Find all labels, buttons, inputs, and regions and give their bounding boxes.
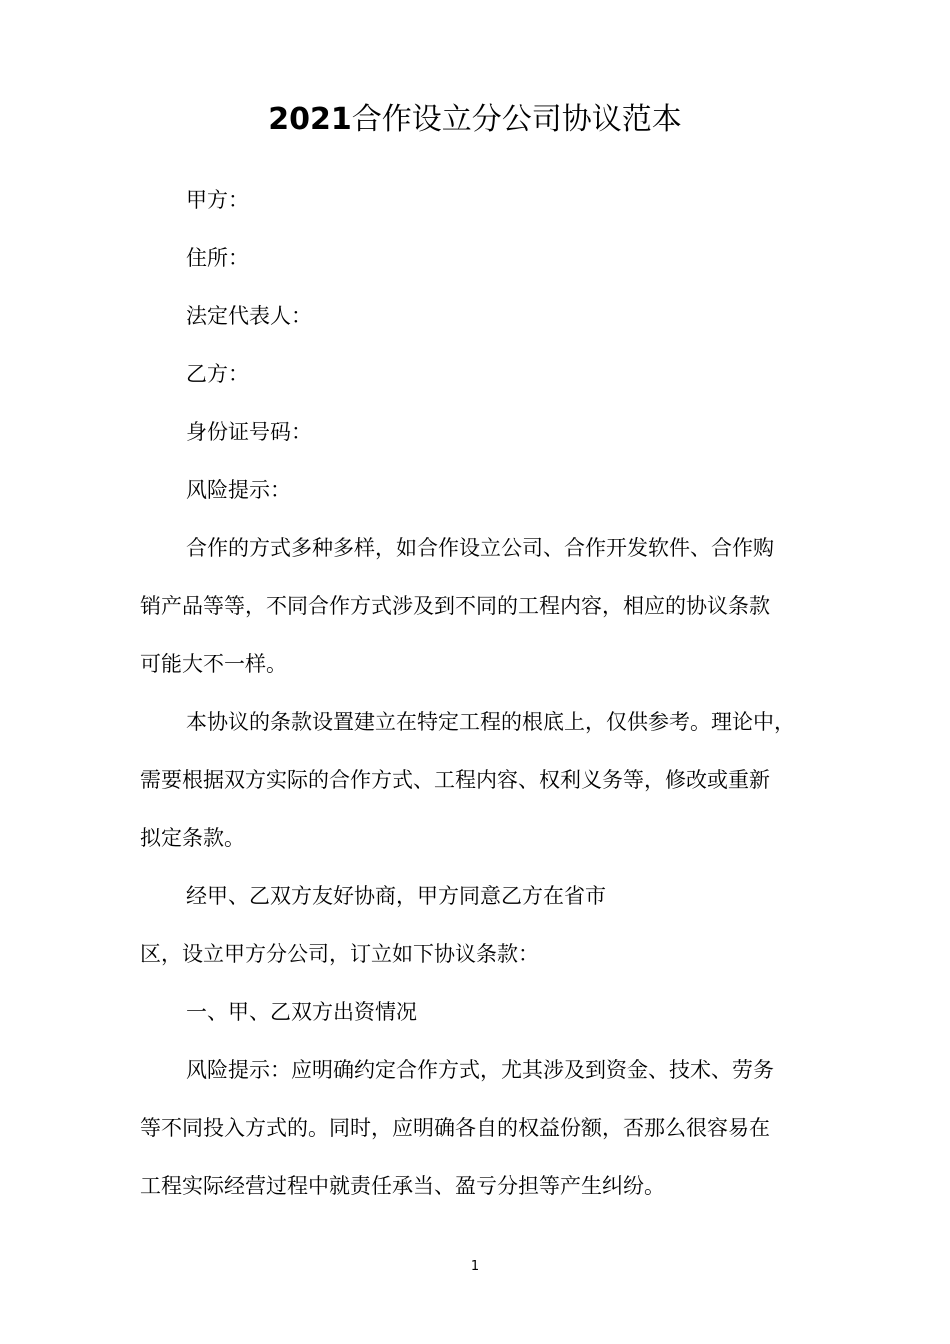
document-title bbox=[0, 98, 950, 142]
legal-rep-label: 法定代表人： bbox=[186, 304, 312, 328]
paragraph-line: 工程实际经营过程中就责任承当、盈亏分担等产生纠纷。 bbox=[140, 1174, 665, 1198]
risk-note-label: 风险提示： bbox=[186, 478, 291, 502]
address-label: 住所： bbox=[186, 246, 249, 270]
paragraph-line: 等不同投入方式的。同时，应明确各自的权益份额，否那么很容易在 bbox=[140, 1116, 770, 1140]
paragraph-line: 拟定条款。 bbox=[140, 826, 245, 850]
paragraph-line: 需要根据双方实际的合作方式、工程内容、权利义务等，修改或重新 bbox=[140, 768, 770, 792]
paragraph-line: 可能大不一样。 bbox=[140, 652, 287, 676]
title-year: 2021 bbox=[268, 102, 352, 137]
paragraph-line: 经甲、乙双方友好协商，甲方同意乙方在省市 bbox=[186, 884, 606, 908]
paragraph-line: 合作的方式多种多样，如合作设立公司、合作开发软件、合作购 bbox=[186, 536, 774, 560]
paragraph-line: 本协议的条款设置建立在特定工程的根底上，仅供参考。理论中， bbox=[186, 710, 795, 734]
party-b-label: 乙方： bbox=[186, 362, 249, 386]
party-a-label: 甲方： bbox=[186, 188, 249, 212]
id-number-label: 身份证号码： bbox=[186, 420, 312, 444]
title-text: 合作设立分公司协议范本 bbox=[351, 102, 682, 137]
paragraph-line: 风险提示：应明确约定合作方式，尤其涉及到资金、技术、劳务 bbox=[186, 1058, 774, 1082]
page-number: 1 bbox=[470, 1259, 480, 1274]
section-heading: 一、甲、乙双方出资情况 bbox=[186, 1000, 417, 1024]
paragraph-line: 销产品等等，不同合作方式涉及到不同的工程内容，相应的协议条款 bbox=[140, 594, 770, 618]
paragraph-line: 区，设立甲方分公司，订立如下协议条款： bbox=[140, 942, 539, 966]
